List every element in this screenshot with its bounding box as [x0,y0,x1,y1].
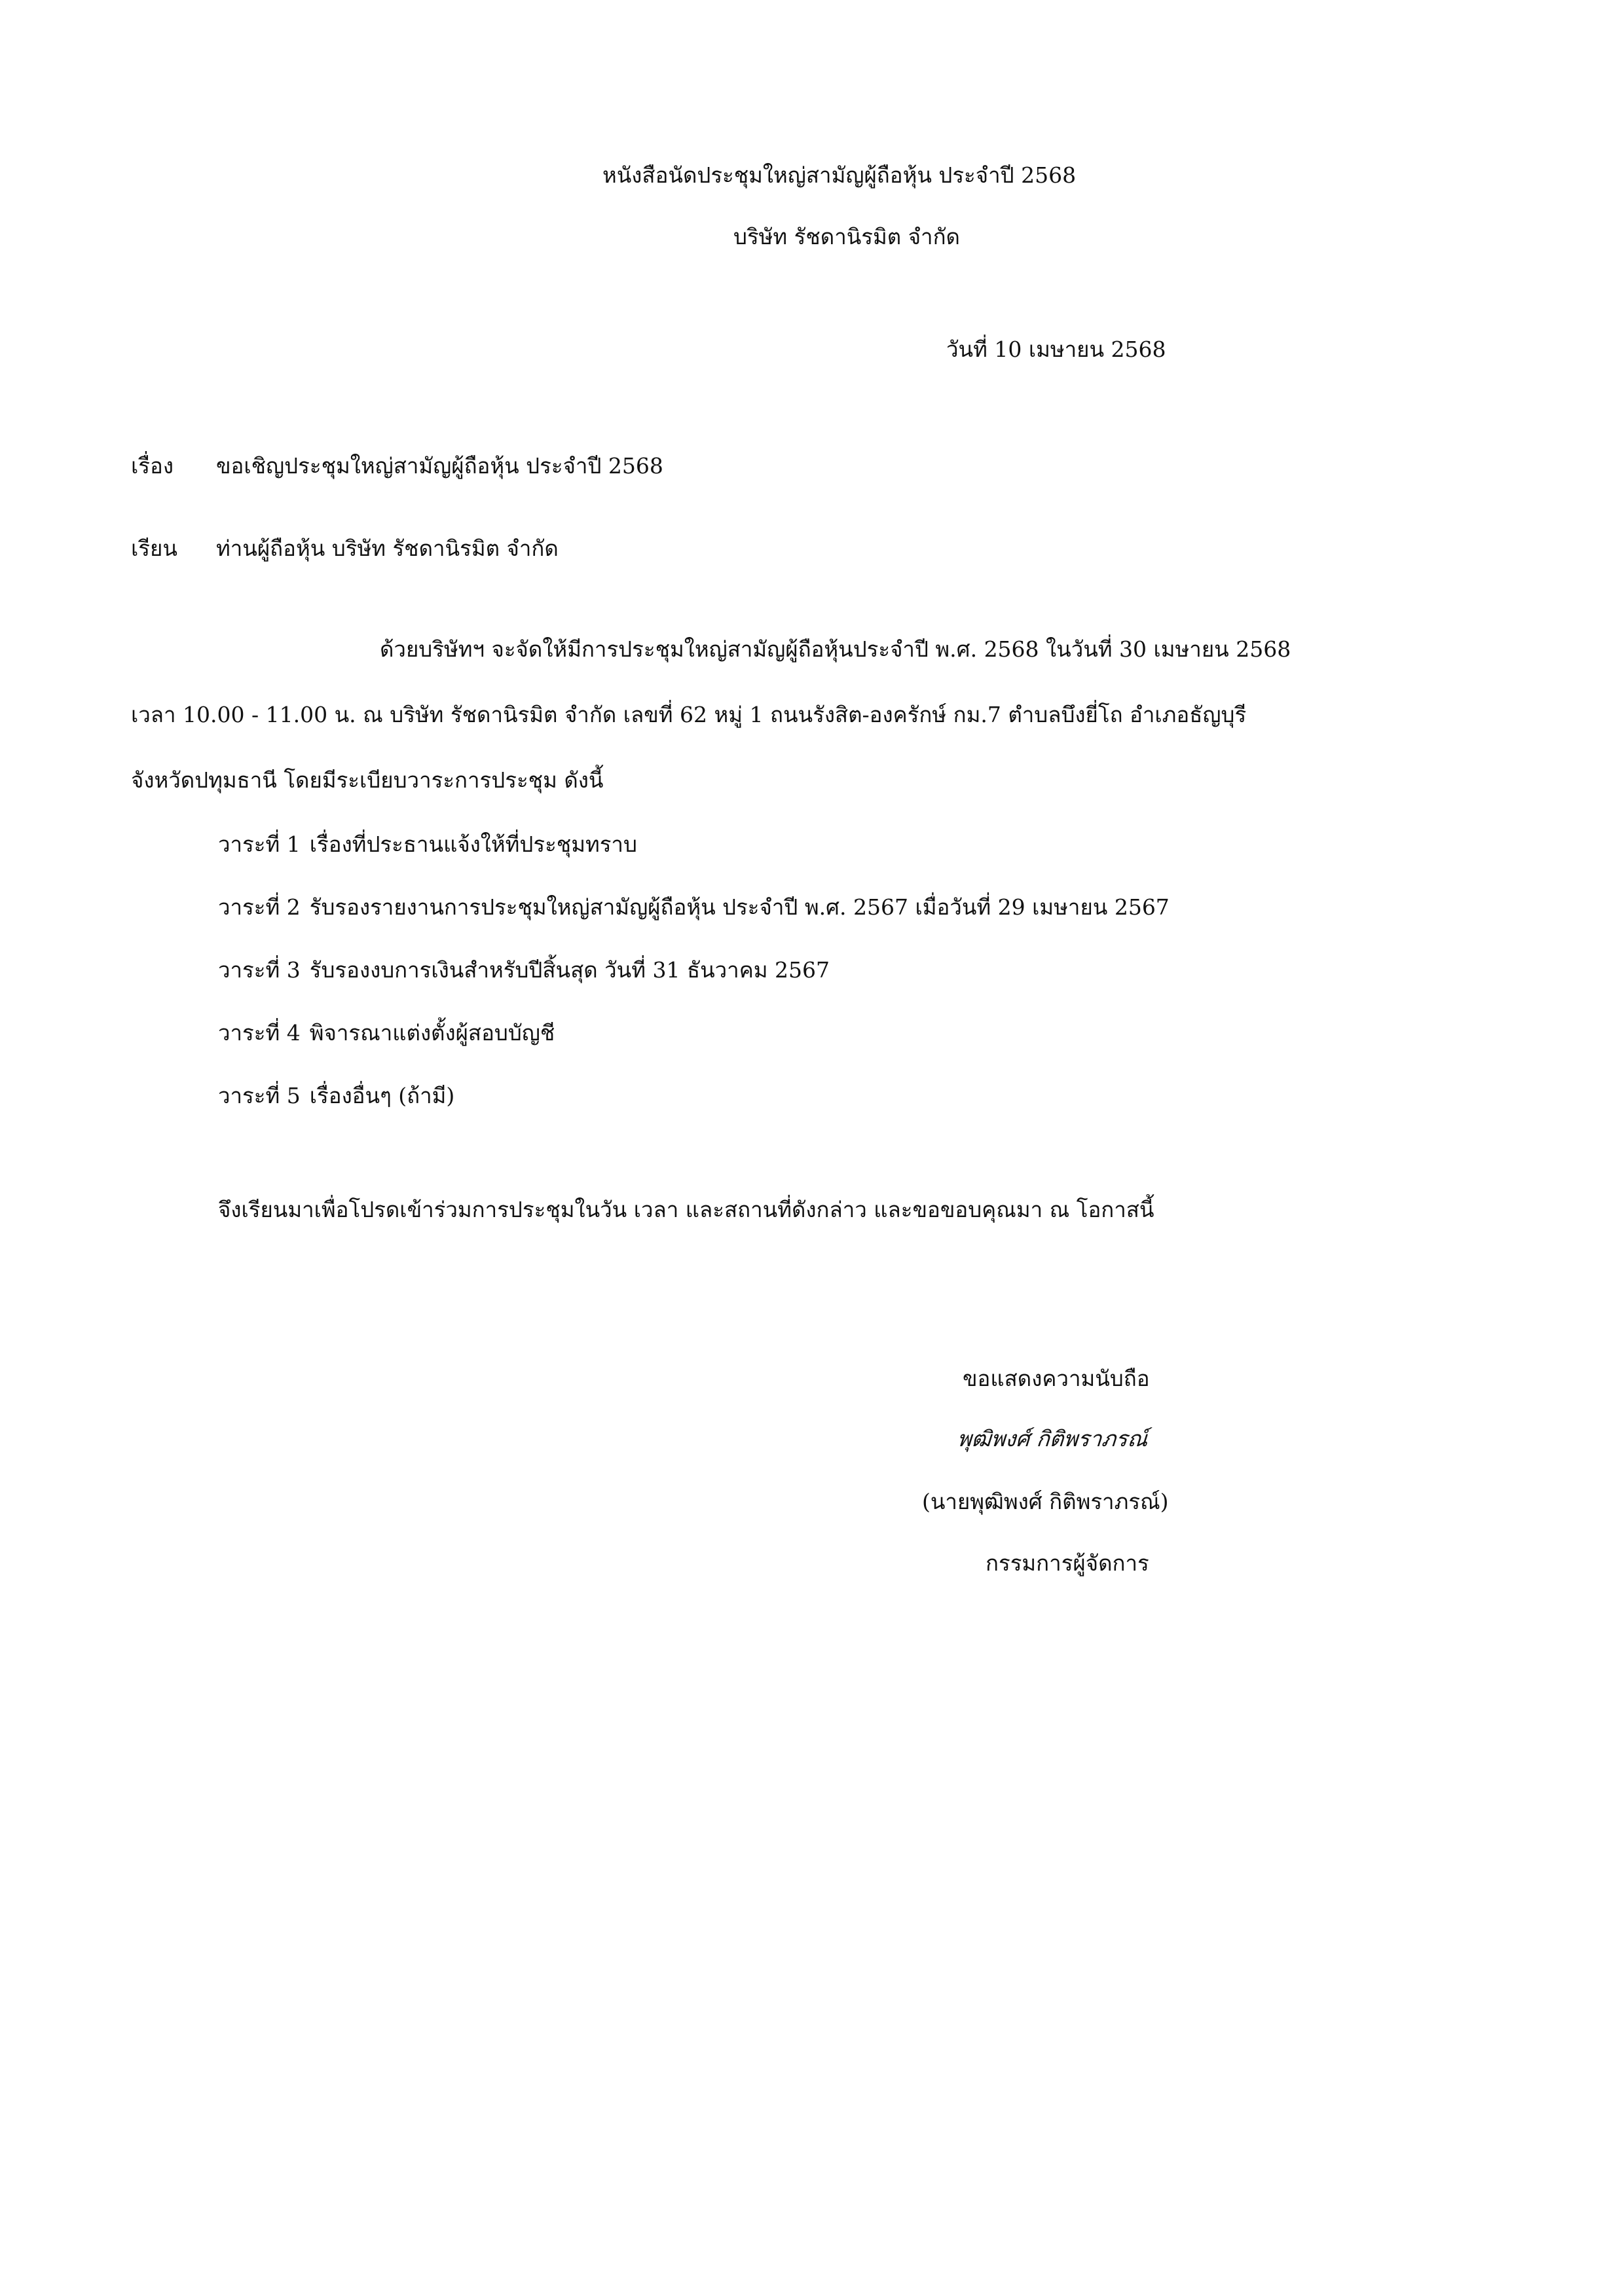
body-paragraph-line-1: ด้วยบริษัทฯ จะจัดให้มีการประชุมใหญ่สามัญผู้ถือหุ้นประจำปี พ.ศ. 2568 ในวันที่ 30 เมษายน 2568 [380,636,1291,662]
agenda-text: รับรองงบการเงินสำหรับปีสิ้นสุด วันที่ 31 ธันวาคม 2567 [309,957,830,983]
agenda-item-3 [218,956,830,985]
agenda-item-4 [218,1019,555,1048]
subject-row [131,452,663,481]
agenda-number: วาระที่ 3 [218,957,301,983]
agenda-text: พิจารณาแต่งตั้งผู้สอบบัญชี [309,1020,555,1046]
signature-position: กรรมการผู้จัดการ [986,1550,1149,1576]
document-date: วันที่ 10 เมษายน 2568 [946,337,1166,362]
agenda-text: รับรองรายงานการประชุมใหญ่สามัญผู้ถือหุ้น ประจำปี พ.ศ. 2567 เมื่อวันที่ 29 เมษายน 2567 [309,894,1170,920]
subject-label: เรื่อง [131,453,174,479]
agenda-number: วาระที่ 4 [218,1020,301,1046]
document-title: หนังสือนัดประชุมใหญ่สามัญผู้ถือหุ้น ประจำปี 2568 [602,162,1077,188]
agenda-item-2 [218,893,1170,922]
agenda-item-1 [218,830,637,859]
company-name: บริษัท รัชดานิรมิต จำกัด [733,224,960,249]
signature-signed-name: พุฒิพงศ์ กิติพราภรณ์ [956,1426,1149,1451]
agenda-item-5 [218,1082,454,1110]
signature-full-name: (นายพุฒิพงศ์ กิติพราภรณ์) [922,1489,1169,1514]
agenda-number: วาระที่ 5 [218,1083,301,1108]
agenda-number: วาระที่ 1 [218,831,301,857]
agenda-number: วาระที่ 2 [218,894,301,920]
salutation-text: ท่านผู้ถือหุ้น บริษัท รัชดานิรมิต จำกัด [216,536,559,561]
agenda-text: เรื่องอื่นๆ (ถ้ามี) [309,1083,455,1108]
signature-regards: ขอแสดงความนับถือ [963,1366,1150,1391]
closing-statement: จึงเรียนมาเพื่อโปรดเข้าร่วมการประชุมในวัน เวลา และสถานที่ดังกล่าว และขอขอบคุณมา ณ โอกาสนี้ [218,1197,1154,1222]
subject-text: ขอเชิญประชุมใหญ่สามัญผู้ถือหุ้น ประจำปี 2568 [216,453,663,479]
body-paragraph-line-2: เวลา 10.00 - 11.00 น. ณ บริษัท รัชดานิรมิต จำกัด เลขที่ 62 หมู่ 1 ถนนรังสิต-องครักษ์ กม.7 ตำบลบึงยี่โถ อำเภอธัญบุรี [131,702,1247,727]
salutation-label: เรียน [131,536,177,561]
salutation-row [131,534,559,563]
agenda-text: เรื่องที่ประธานแจ้งให้ที่ประชุมทราบ [309,831,637,857]
body-paragraph-line-3: จังหวัดปทุมธานี โดยมีระเบียบวาระการประชุม ดังนี้ [131,767,604,793]
